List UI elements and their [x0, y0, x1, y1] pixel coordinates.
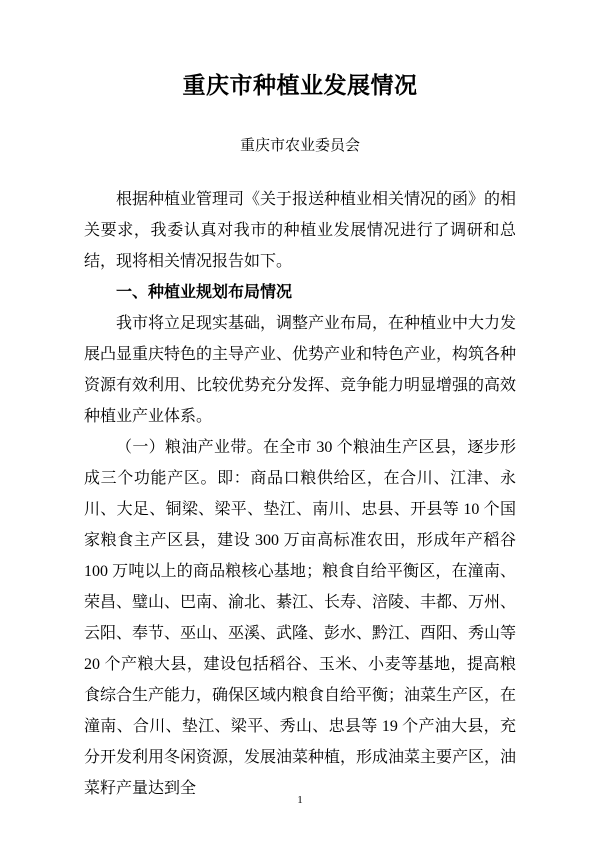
page-number: 1	[297, 794, 303, 806]
section-heading: 一、种植业规划布局情况	[116, 284, 293, 302]
document-body	[84, 184, 516, 804]
paragraph-intro: 根据种植业管理司《关于报送种植业相关情况的函》的相关要求，我委认真对我市的种植业发展情况进行了调研和总结，现将相关情况报告如下。	[84, 191, 517, 271]
document-title: 重庆市种植业发展情况	[182, 73, 418, 98]
document-author: 重庆市农业委员会	[239, 137, 360, 154]
paragraph-grain-oil-belt: （一）粮油产业带。在全市 30 个粮油生产区县，逐步形成三个功能产区。即：商品口粮供给区，在合川、江津、永川、大足、铜梁、梁平、垫江、南川、忠县、开县等 10 个国家粮食主产区县，建设 300 万亩高标准农田，形成年产稻谷 100 万吨以上的商品粮核心基地；粮食自给平衡区，在潼南、荣昌、璧山、巴南、渝北、綦江、长寿、涪陵、丰都、万州、云阳、奉节、巫山、巫溪、武隆、彭水、黔江、酉阳、秀山等 20 个产粮大县，建设包括稻谷、玉米、小麦等基地，提高粮食综合生产能力，确保区域内粮食自给平衡；油菜生产区，在潼南、合川、垫江、梁平、秀山、忠县等 19 个产油大县，充分开发利用冬闲资源，发展油菜种植，形成油菜主要产区，油菜籽产量达到全	[84, 439, 517, 798]
paragraph-overview: 我市将立足现实基础，调整产业布局，在种植业中大力发展凸显重庆特色的主导产业、优势产业和特色产业，构筑各种资源有效利用、比较优势充分发挥、竞争能力明显增强的高效种植业产业体系。	[84, 315, 517, 426]
